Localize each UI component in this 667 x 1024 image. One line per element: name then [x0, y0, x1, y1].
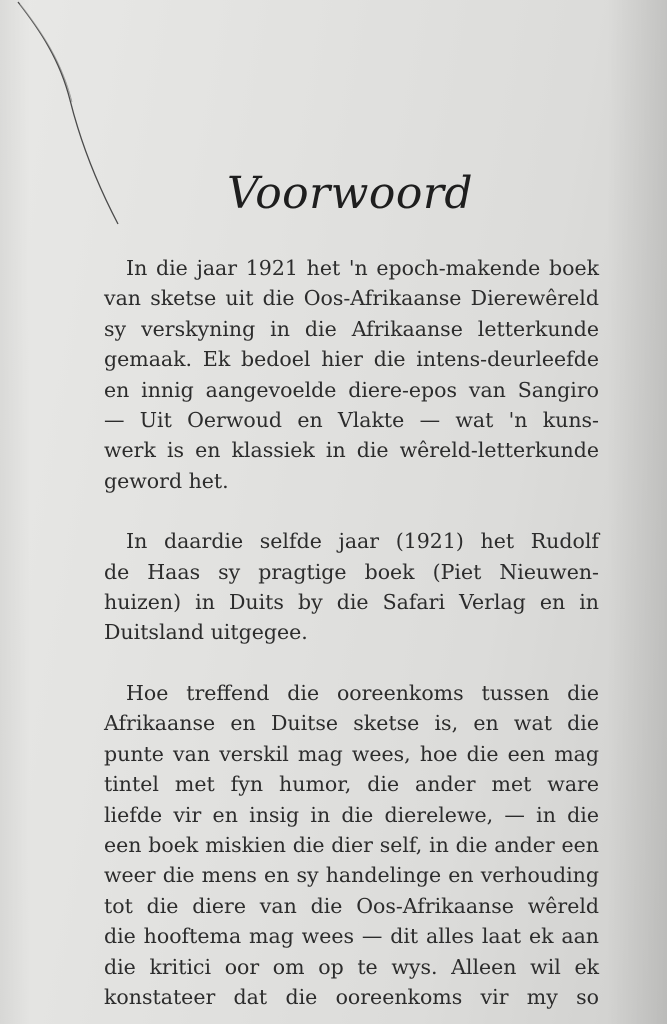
text-line: die kritici oor om op te wys. Alleen wil ek — [104, 954, 599, 979]
text-line: In die jaar 1921 het 'n epoch-makende boek — [126, 256, 599, 280]
paragraph-1 — [104, 253, 599, 496]
body-text — [104, 253, 599, 1024]
text-line: — Uit Oerwoud en Vlakte — wat 'n kuns- — [104, 408, 599, 433]
text-line: punte van verskil mag wees, hoe die een mag — [104, 741, 599, 766]
text-line: liefde vir en insig in die dierelewe, — in die — [104, 802, 599, 827]
text-line: die hooftema mag wees — dit alles laat ek aan — [104, 924, 599, 949]
text-line: gemaak. Ek bedoel hier die intens-deurleefde — [104, 347, 599, 372]
text-line: huizen) in Duits by die Safari Verlag en in — [104, 590, 599, 615]
page-shadow-right — [607, 0, 667, 1024]
text-line: Afrikaanse en Duitse sketse is, en wat die — [104, 711, 599, 736]
text-line: In daardie selfde jaar (1921) het Rudolf — [126, 529, 599, 554]
page-crease-line — [0, 0, 160, 260]
text-line: konstateer dat die ooreenkoms vir my so — [104, 984, 599, 1009]
text-line: Duitsland uitgegee. — [104, 620, 308, 645]
text-line: en innig aangevoelde diere-epos van Sangiro — [104, 377, 599, 402]
text-line: tintel met fyn humor, die ander met ware — [104, 772, 599, 797]
text-line: van sketse uit die Oos-Afrikaanse Dierewêreld — [104, 286, 599, 311]
page-title: Voorwoord — [226, 168, 474, 219]
paragraph-2 — [104, 526, 599, 648]
text-line: werk is en klassiek in die wêreld-letterkunde — [104, 438, 599, 463]
paragraph-3 — [104, 678, 599, 1012]
text-line: weer die mens en sy handelinge en verhouding — [104, 863, 599, 888]
text-line: geword het. — [104, 468, 229, 493]
text-line: de Haas sy pragtige boek (Piet Nieuwen- — [104, 559, 599, 584]
text-line: sy verskyning in die Afrikaanse letterkunde — [104, 316, 599, 341]
text-line: Hoe treffend die ooreenkoms tussen die — [126, 680, 599, 705]
text-line: een boek miskien die dier self, in die ander een — [104, 832, 599, 857]
text-line: tot die diere van die Oos-Afrikaanse wêreld — [104, 893, 599, 918]
